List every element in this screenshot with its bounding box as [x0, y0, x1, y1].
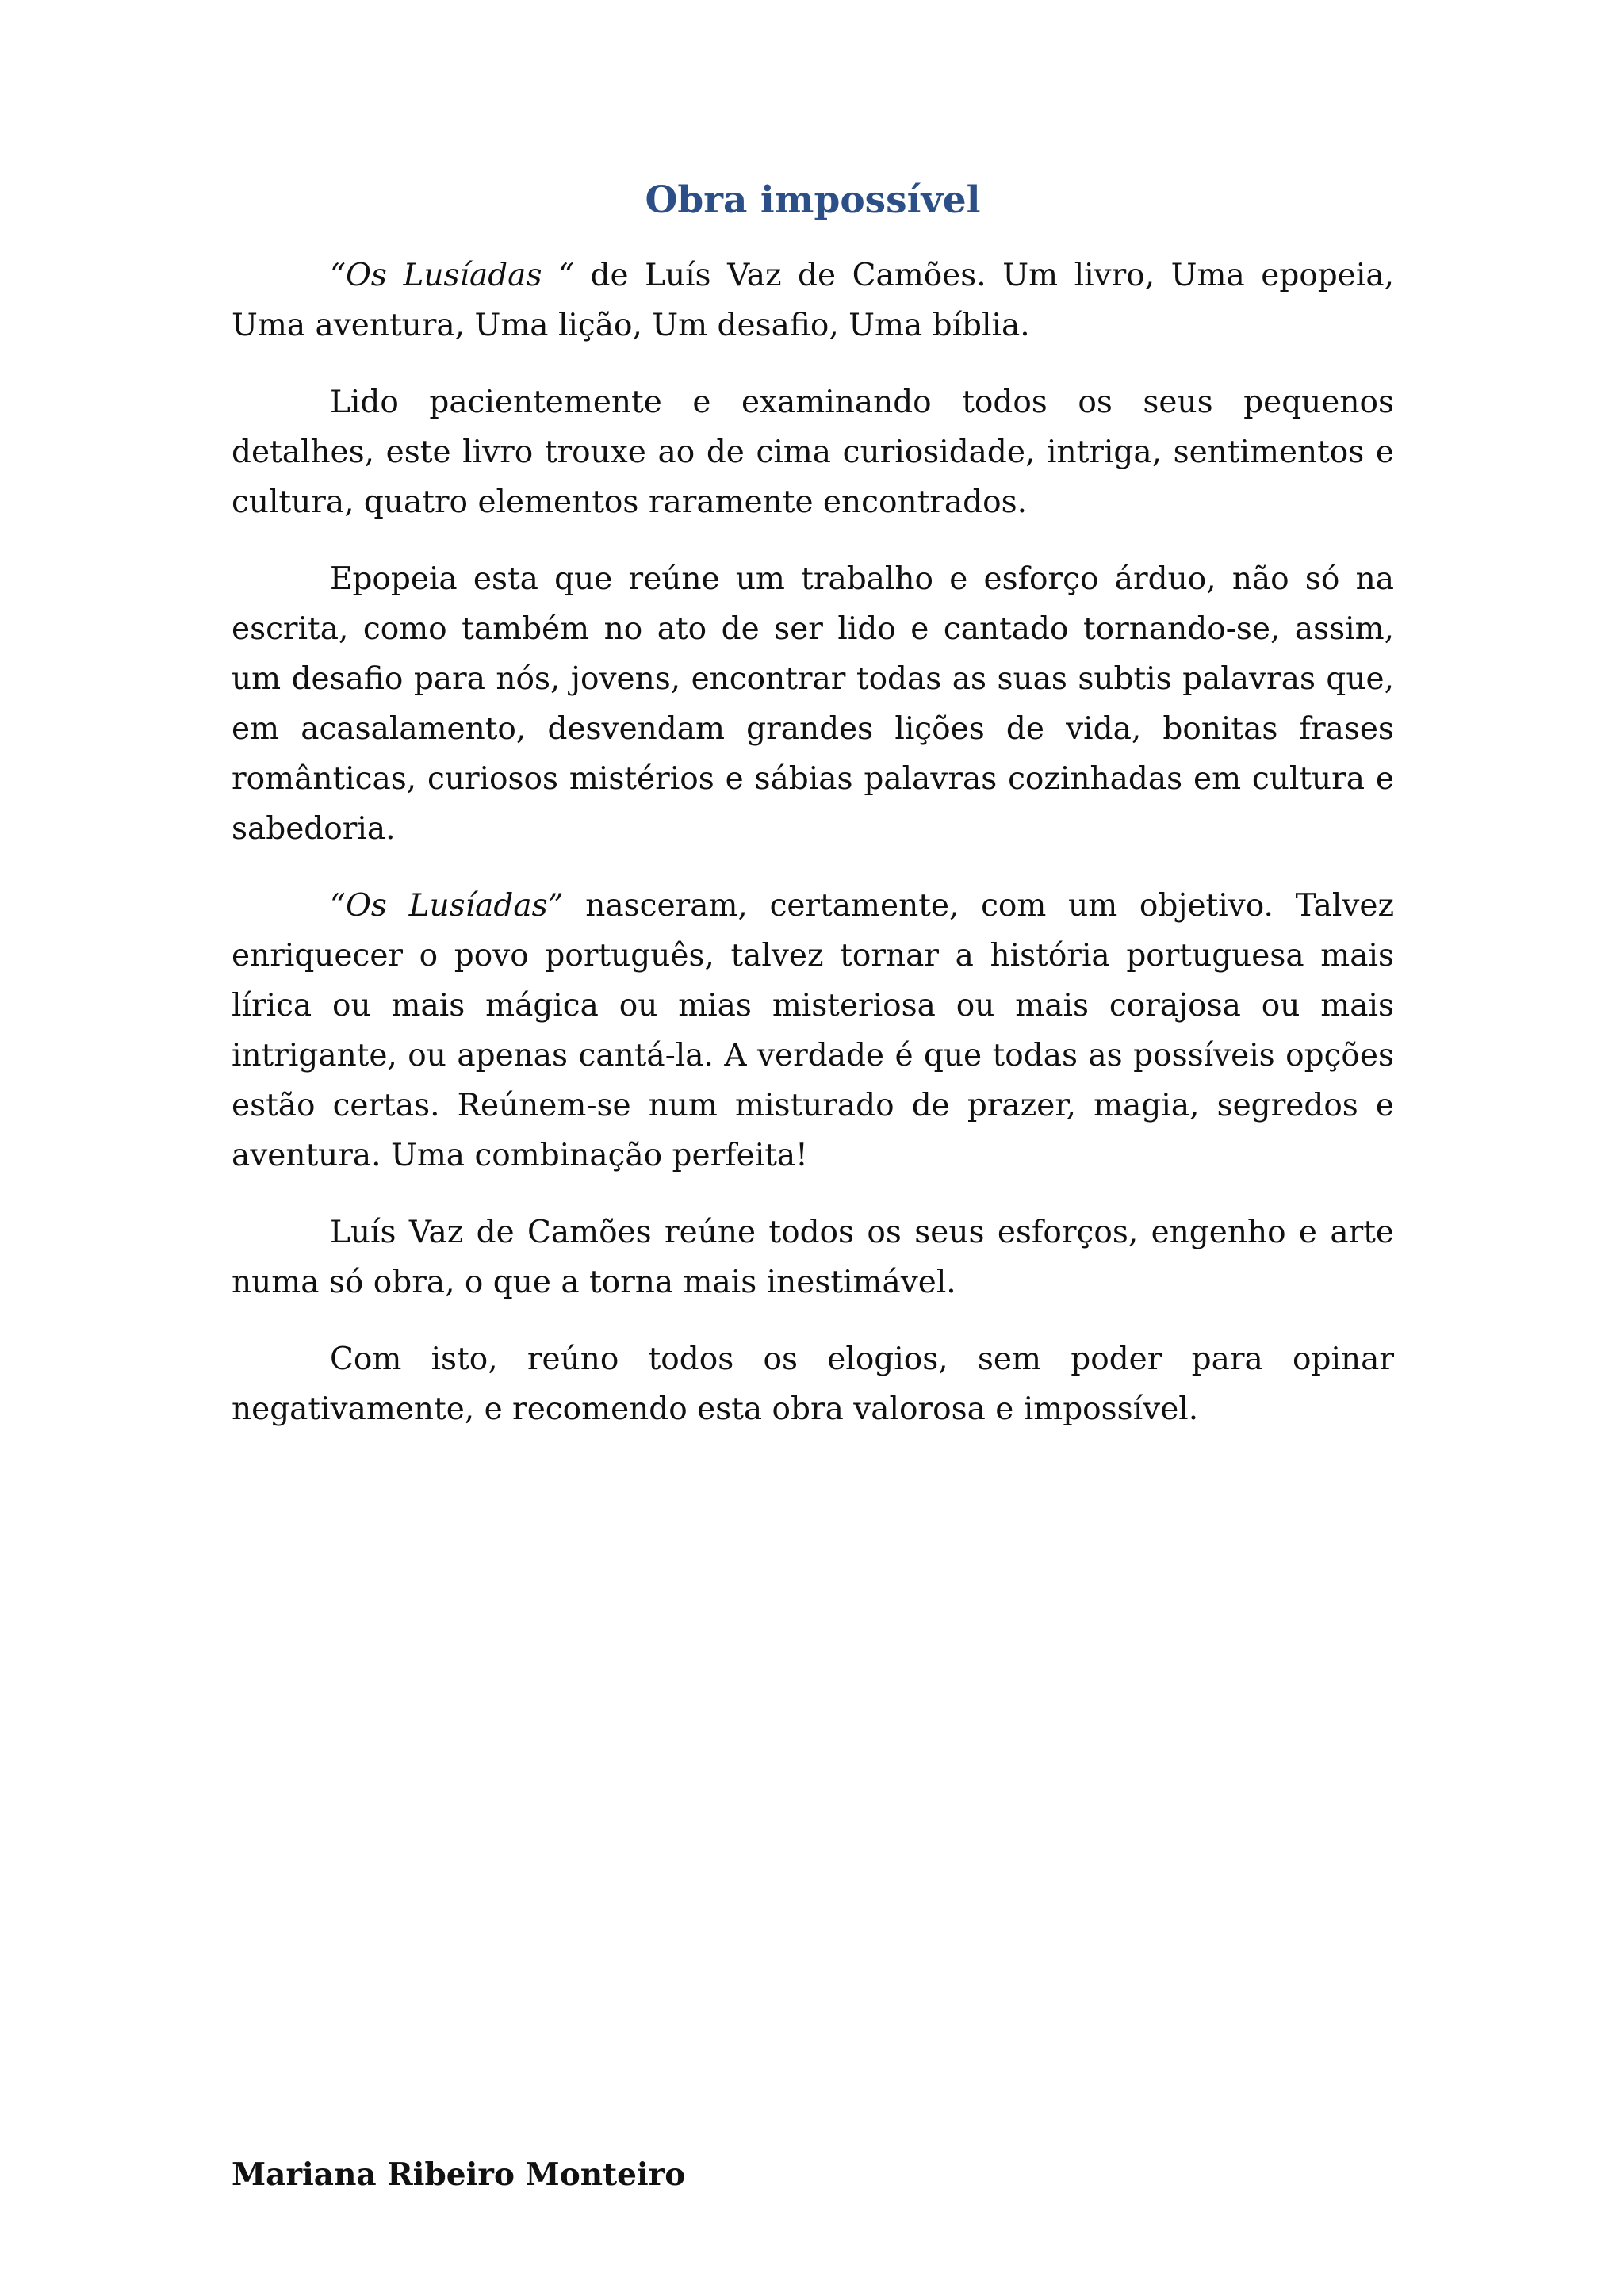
paragraph-1 [232, 251, 1394, 350]
paragraph-6 [232, 1334, 1394, 1434]
paragraph-1-italic-title: “Os Lusíadas “ [330, 258, 574, 294]
paragraph-4-italic-title: “Os Lusíadas” [330, 888, 564, 924]
paragraph-4-text: nasceram, certamente, com um objetivo. Talvez enriquecer o povo português, talvez tornar a história portuguesa mais lírica ou mais mágica ou mias misteriosa ou mais corajosa ou mais intrigante, ou apenas cantá-la. A verdade é que todas as possíveis opções estão certas. Reúnem-se num misturado de prazer, magia, segredos e aventura. Uma combinação perfeita! [232, 888, 1394, 1174]
paragraph-5 [232, 1207, 1394, 1307]
paragraph-2-text: Lido pacientemente e examinando todos os seus pequenos detalhes, este livro trouxe ao de cima curiosidade, intriga, sentimentos e cultura, quatro elementos raramente encontrados. [232, 385, 1394, 521]
document-body [232, 178, 1394, 1461]
paragraph-2 [232, 377, 1394, 527]
paragraph-3 [232, 554, 1394, 854]
paragraph-6-text: Com isto, reúno todos os elogios, sem poder para opinar negativamente, e recomendo esta obra valorosa e impossível. [232, 1341, 1394, 1428]
paragraph-1-text: de Luís Vaz de Camões. Um livro, Uma epopeia, Uma aventura, Uma lição, Um desafio, Uma bíblia. [232, 258, 1394, 344]
paragraph-3-text: Epopeia esta que reúne um trabalho e esforço árduo, não só na escrita, como também no ato de ser lido e cantado tornando-se, assim, um desafio para nós, jovens, encontrar todas as suas subtis palavras que, em acasalamento, desvendam grandes lições de vida, bonitas frases românticas, curiosos mistérios e sábias palavras cozinhadas em cultura e sabedoria. [232, 561, 1394, 848]
document-title: Obra impossível [645, 178, 981, 222]
paragraph-4 [232, 881, 1394, 1181]
author-name: Mariana Ribeiro Monteiro [232, 2156, 686, 2193]
paragraph-5-text: Luís Vaz de Camões reúne todos os seus esforços, engenho e arte numa só obra, o que a torna mais inestimável. [232, 1215, 1394, 1301]
